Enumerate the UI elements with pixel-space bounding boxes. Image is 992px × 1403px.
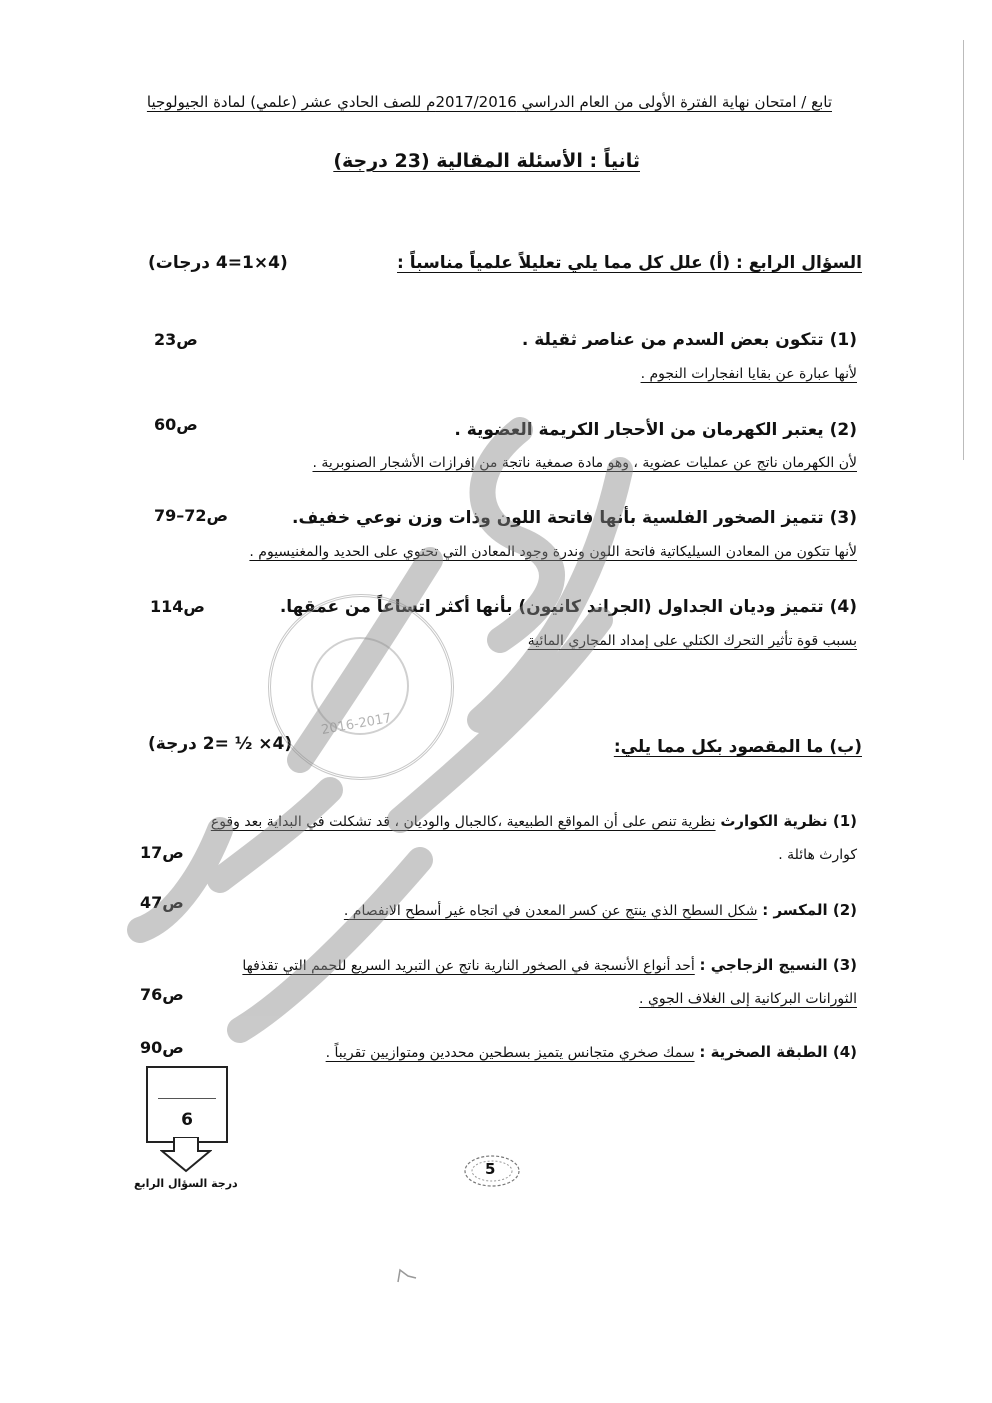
exam-header: تابع / امتحان نهاية الفترة الأولى من العام الدراسي 2017/2016م للصف الحادي عشر (علمي) لمادة الجيولوجيا [146,93,832,111]
q4a-item4-answer: بسبب قوة تأثير التحرك الكتلي على إمداد المجاري المائية [527,633,857,649]
q4b-item3-term: (3) النسيج الزجاجي : [699,956,857,974]
down-arrow-icon [160,1137,212,1173]
q4b-item3-definition: أحد أنواع الأنسجة في الصخور النارية ناتج عن التبريد السريع للحمم التي تقذفها [242,958,695,974]
page-number: 5 [485,1160,496,1178]
q4a-item1-page: ص23 [154,330,198,349]
q4b-item1-page: ص17 [140,843,184,862]
section-title: ثانياً : الأسئلة المقالية (23 درجة) [333,150,640,172]
grade-caption: درجة السؤال الرابع [134,1177,238,1190]
grade-box-line [158,1098,216,1099]
q4a-item2-question: (2) يعتبر الكهرمان من الأحجار الكريمة العضوية . [454,420,857,440]
q4-part-b-marks: (4× ½ =2 درجة) [148,734,293,754]
q4b-item2-term: (2) المكسر : [762,901,857,919]
q4a-item4-question: (4) تتميز وديان الجداول (الجراند كانيون) بأنها أكثر اتساعاً من عمقها. [279,597,857,617]
q4b-item1-term: (1) نظرية الكوارث [720,812,857,830]
q4-part-b-title: (ب) ما المقصود بكل مما يلي: [613,737,862,757]
q4-part-a-title: السؤال الرابع : (أ) علل كل مما يلي تعليلاً علمياً مناسباً : [397,253,862,273]
q4b-item1-definition-cont: كوارث هائلة . [778,847,857,863]
official-stamp [268,594,454,780]
grade-score: 6 [181,1110,193,1130]
q4a-item2-answer: لأن الكهرمان ناتج عن عمليات عضوية ، وهو مادة صمغية ناتجة من إفرازات الأشجار الصنوبرية . [312,455,857,471]
q4b-item3-page: ص76 [140,985,184,1004]
q4a-item1-answer: لأنها عبارة عن بقايا انفجارات النجوم . [640,366,857,382]
q4a-item2-page: ص60 [154,415,198,434]
q4a-item3-question: (3) تتميز الصخور الفلسية بأنها فاتحة اللون وذات وزن نوعي خفيف. [292,508,857,528]
q4-part-a-marks: (4×1=4 درجات) [148,253,288,273]
q4b-item1 [211,812,857,830]
q4b-item3-definition-cont: الثورانات البركانية إلى الغلاف الجوي . [639,991,857,1007]
q4b-item4-definition: سمك صخري متجانس يتميز بسطحين محددين ومتوازيين تقريباً . [325,1045,695,1061]
scan-edge-line [963,40,964,460]
q4b-item3 [242,956,857,974]
q4b-item2-page: ص47 [140,893,184,912]
q4b-item4 [326,1043,857,1061]
scan-mark-icon [396,1268,422,1284]
q4b-item1-definition: نظرية تنص على أن المواقع الطبيعية ،كالجبال والوديان ، قد تشكلت في البداية بعد وقوع [210,814,716,830]
q4a-item3-page: ص72–79 [154,506,229,525]
q4b-item4-page: ص90 [140,1038,184,1057]
q4a-item3-answer: لأنها تتكون من المعادن السيليكاتية فاتحة اللون وندرة وجود المعادن التي تحتوي على الحديد والمغنيسيوم . [249,544,857,560]
grade-box [146,1066,228,1143]
stamp-year: 2016-2017 [320,710,393,739]
q4b-item2 [344,901,857,919]
q4b-item2-definition: شكل السطح الذي ينتج عن كسر المعدن في اتجاه غير أسطح الانفصام . [343,903,758,919]
q4a-item4-page: ص114 [150,597,205,616]
q4a-item1-question: (1) تتكون بعض السدم من عناصر ثقيلة . [521,330,857,350]
q4b-item4-term: (4) الطبقة الصخرية : [699,1043,857,1061]
